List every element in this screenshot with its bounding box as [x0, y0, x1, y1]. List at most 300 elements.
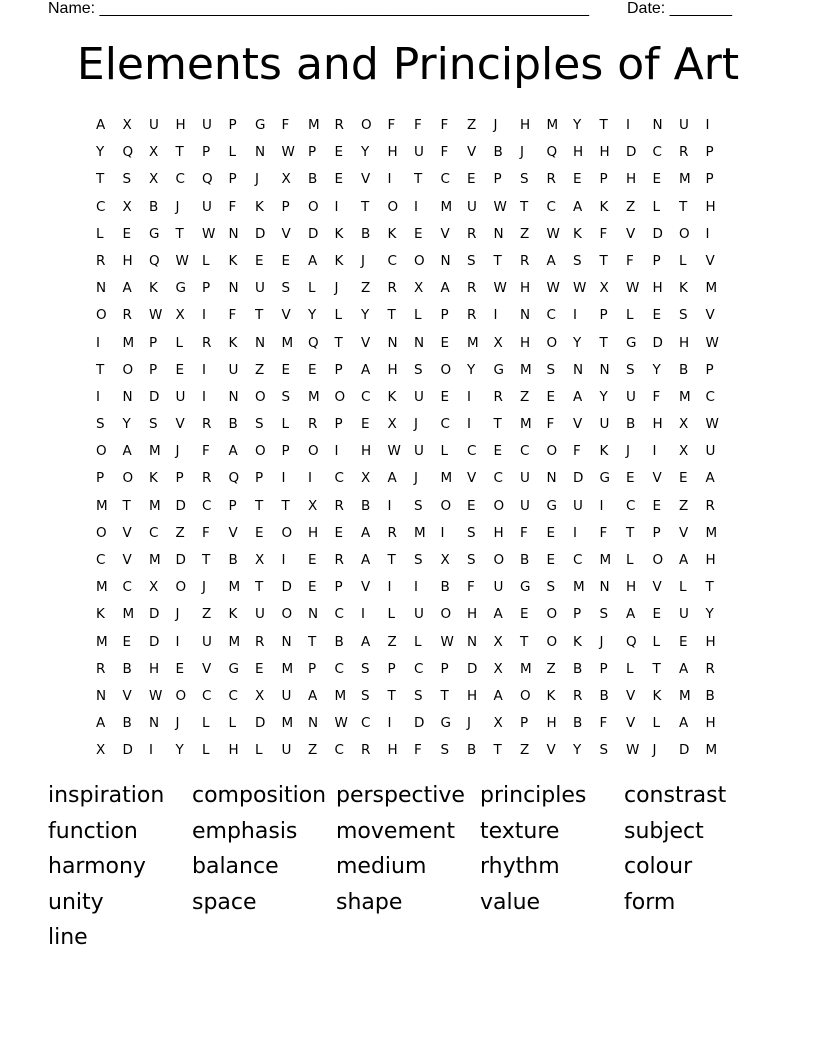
- grid-letter: V: [705, 252, 715, 269]
- grid-letter: U: [626, 388, 636, 405]
- grid-letter: M: [308, 388, 320, 405]
- grid-letter: I: [387, 579, 392, 596]
- grid-letter: C: [467, 443, 477, 460]
- grid-letter: P: [652, 252, 661, 269]
- grid-letter: P: [599, 171, 608, 188]
- grid-letter: P: [652, 524, 661, 541]
- grid-letter: T: [96, 361, 105, 378]
- grid-letter: D: [175, 497, 186, 514]
- grid-letter: E: [281, 252, 291, 269]
- grid-letter: C: [546, 307, 556, 324]
- grid-letter: N: [281, 633, 292, 650]
- grid-letter: F: [387, 117, 396, 133]
- grid-letter: S: [414, 497, 423, 514]
- grid-letter: P: [334, 416, 343, 433]
- word-list-item: texture: [480, 818, 560, 844]
- grid-letter: M: [440, 470, 453, 487]
- grid-letter: K: [387, 388, 397, 405]
- grid-letter: G: [255, 117, 266, 133]
- grid-letter: T: [255, 497, 264, 514]
- grid-letter: N: [599, 361, 610, 378]
- grid-letter: U: [255, 606, 265, 623]
- grid-letter: X: [281, 171, 291, 188]
- grid-letter: C: [96, 552, 106, 568]
- grid-letter: V: [175, 416, 185, 433]
- grid-letter: I: [96, 334, 100, 351]
- grid-letter: C: [440, 416, 450, 433]
- grid-letter: A: [493, 687, 503, 704]
- grid-letter: Q: [122, 144, 134, 161]
- grid-letter: B: [573, 715, 583, 732]
- grid-letter: K: [546, 687, 556, 704]
- grid-letter: Y: [308, 307, 317, 324]
- grid-letter: C: [573, 552, 583, 568]
- grid-letter: V: [361, 579, 371, 596]
- grid-letter: I: [387, 171, 392, 188]
- grid-letter: I: [175, 633, 180, 650]
- grid-letter: S: [361, 660, 370, 677]
- grid-letter: I: [281, 552, 286, 568]
- grid-letter: A: [122, 280, 132, 297]
- word-list-item: colour: [624, 854, 693, 880]
- grid-letter: T: [387, 687, 396, 704]
- grid-letter: W: [175, 252, 189, 269]
- grid-letter: T: [652, 660, 661, 677]
- grid-letter: Z: [546, 660, 556, 677]
- grid-letter: N: [308, 606, 319, 623]
- grid-letter: D: [175, 552, 186, 568]
- grid-row: [96, 167, 736, 194]
- grid-letter: E: [546, 388, 556, 405]
- grid-letter: J: [175, 198, 180, 215]
- grid-letter: T: [599, 334, 608, 351]
- grid-letter: T: [599, 117, 608, 133]
- date-field-label: Date: _______: [627, 0, 732, 17]
- grid-letter: A: [493, 606, 503, 623]
- grid-letter: Z: [308, 742, 318, 759]
- grid-letter: F: [414, 117, 422, 133]
- grid-letter: U: [281, 687, 292, 704]
- grid-letter: E: [573, 171, 582, 188]
- grid-letter: H: [122, 252, 133, 269]
- grid-letter: M: [679, 171, 691, 188]
- grid-letter: K: [652, 687, 662, 704]
- grid-row: [96, 331, 736, 358]
- grid-letter: A: [679, 660, 689, 677]
- grid-letter: N: [467, 633, 478, 650]
- grid-letter: N: [387, 334, 398, 351]
- grid-letter: O: [652, 552, 664, 568]
- grid-letter: X: [255, 687, 265, 704]
- grid-letter: R: [96, 660, 106, 677]
- grid-letter: C: [546, 198, 556, 215]
- grid-letter: U: [175, 388, 186, 405]
- grid-letter: I: [202, 388, 206, 405]
- grid-letter: S: [573, 252, 582, 269]
- grid-letter: B: [626, 416, 636, 433]
- grid-letter: S: [679, 307, 688, 324]
- word-list-item: balance: [192, 854, 279, 880]
- grid-letter: P: [520, 715, 529, 732]
- grid-letter: A: [96, 715, 106, 732]
- grid-letter: F: [599, 715, 608, 732]
- grid-letter: M: [334, 687, 347, 704]
- grid-letter: M: [705, 524, 718, 541]
- grid-letter: O: [440, 606, 452, 623]
- grid-letter: N: [308, 715, 319, 732]
- grid-letter: H: [705, 633, 716, 650]
- grid-letter: I: [202, 361, 206, 378]
- grid-letter: T: [175, 225, 184, 242]
- grid-letter: K: [573, 633, 582, 650]
- grid-letter: M: [308, 117, 320, 133]
- grid-letter: G: [599, 470, 610, 487]
- grid-letter: P: [705, 144, 714, 161]
- grid-letter: N: [255, 144, 266, 161]
- grid-letter: D: [255, 715, 266, 732]
- grid-letter: V: [467, 144, 477, 161]
- grid-row: [96, 466, 736, 493]
- grid-letter: F: [599, 225, 608, 242]
- grid-letter: N: [255, 334, 266, 351]
- grid-letter: W: [546, 280, 560, 297]
- grid-letter: I: [96, 388, 100, 405]
- grid-letter: D: [652, 334, 663, 351]
- grid-letter: W: [281, 144, 295, 161]
- grid-letter: P: [281, 198, 290, 215]
- grid-letter: H: [467, 687, 478, 704]
- grid-letter: C: [440, 171, 450, 188]
- grid-letter: N: [493, 225, 504, 242]
- grid-letter: B: [467, 742, 477, 759]
- word-list-item: perspective: [336, 783, 465, 808]
- grid-letter: Y: [573, 742, 582, 759]
- grid-letter: S: [599, 606, 609, 623]
- grid-letter: N: [599, 579, 610, 596]
- grid-letter: B: [493, 144, 503, 161]
- grid-letter: O: [546, 443, 558, 460]
- grid-letter: X: [679, 443, 689, 460]
- grid-letter: M: [440, 198, 453, 215]
- word-list-item: unity: [48, 889, 104, 915]
- grid-letter: K: [228, 252, 238, 269]
- grid-letter: O: [122, 470, 134, 487]
- grid-letter: J: [467, 715, 471, 732]
- grid-letter: B: [599, 687, 609, 704]
- grid-letter: A: [308, 687, 318, 704]
- header: [48, 0, 748, 20]
- grid-letter: R: [122, 307, 132, 324]
- grid-letter: U: [255, 280, 265, 297]
- grid-letter: R: [493, 388, 503, 405]
- grid-letter: I: [467, 416, 471, 433]
- grid-letter: P: [705, 361, 714, 378]
- grid-letter: P: [228, 171, 237, 188]
- grid-row: [96, 412, 736, 439]
- grid-letter: K: [149, 280, 158, 297]
- grid-letter: E: [652, 171, 662, 188]
- grid-letter: X: [361, 470, 371, 487]
- grid-letter: E: [546, 524, 556, 541]
- grid-letter: R: [308, 416, 318, 433]
- grid-letter: S: [467, 252, 476, 269]
- grid-letter: T: [520, 198, 529, 215]
- grid-letter: L: [652, 715, 661, 732]
- grid-letter: F: [228, 307, 237, 324]
- grid-letter: O: [679, 225, 690, 242]
- grid-letter: N: [520, 307, 531, 324]
- grid-letter: S: [546, 579, 556, 596]
- grid-letter: H: [387, 144, 398, 161]
- word-list-item: space: [192, 889, 257, 915]
- grid-letter: T: [626, 524, 635, 541]
- grid-letter: M: [599, 552, 612, 568]
- grid-letter: G: [520, 579, 531, 596]
- grid-letter: E: [652, 497, 662, 514]
- grid-letter: T: [281, 497, 290, 514]
- name-field-label: Name: _______________________________________________________: [48, 0, 589, 17]
- grid-letter: M: [467, 334, 479, 351]
- grid-letter: P: [334, 579, 343, 596]
- grid-letter: A: [573, 198, 583, 215]
- word-list-item: function: [48, 818, 138, 844]
- grid-letter: L: [387, 606, 396, 623]
- grid-letter: S: [520, 171, 529, 188]
- grid-letter: L: [228, 144, 237, 161]
- grid-row: [96, 140, 736, 167]
- grid-letter: D: [149, 633, 160, 650]
- grid-letter: T: [387, 307, 396, 324]
- grid-letter: I: [281, 470, 286, 487]
- grid-letter: I: [202, 307, 206, 324]
- grid-letter: M: [96, 497, 108, 514]
- grid-letter: H: [652, 280, 663, 297]
- grid-letter: V: [626, 225, 636, 242]
- grid-letter: J: [599, 633, 604, 650]
- grid-row: [96, 602, 736, 629]
- grid-letter: U: [599, 416, 610, 433]
- grid-row: [96, 494, 736, 521]
- grid-letter: X: [96, 742, 106, 759]
- grid-letter: G: [175, 280, 186, 297]
- grid-letter: O: [414, 252, 425, 269]
- grid-letter: E: [520, 606, 529, 623]
- grid-letter: T: [202, 552, 211, 568]
- grid-letter: T: [255, 579, 264, 596]
- grid-letter: X: [679, 416, 689, 433]
- grid-row: [96, 439, 736, 466]
- grid-letter: J: [626, 443, 630, 460]
- grid-letter: I: [149, 742, 153, 759]
- grid-letter: E: [679, 633, 688, 650]
- grid-letter: V: [281, 307, 291, 324]
- grid-letter: O: [546, 334, 558, 351]
- grid-letter: U: [202, 117, 212, 133]
- grid-letter: L: [679, 579, 687, 596]
- grid-letter: C: [334, 742, 344, 759]
- grid-letter: B: [122, 660, 132, 677]
- word-list-item: emphasis: [192, 818, 298, 844]
- grid-letter: C: [705, 388, 715, 405]
- grid-row: [96, 303, 736, 330]
- grid-row: [96, 548, 736, 575]
- grid-letter: H: [626, 171, 637, 188]
- grid-letter: G: [493, 361, 504, 378]
- grid-letter: X: [149, 171, 159, 188]
- grid-letter: R: [202, 470, 212, 487]
- grid-letter: P: [308, 660, 317, 677]
- grid-letter: U: [705, 443, 716, 460]
- grid-letter: B: [440, 579, 450, 596]
- grid-letter: X: [255, 552, 265, 568]
- grid-letter: W: [493, 198, 507, 215]
- grid-letter: H: [149, 660, 160, 677]
- grid-letter: R: [705, 497, 715, 514]
- grid-row: [96, 575, 736, 602]
- grid-letter: S: [281, 280, 291, 297]
- grid-letter: E: [122, 633, 132, 650]
- grid-letter: T: [493, 252, 502, 269]
- grid-letter: Z: [202, 606, 212, 623]
- word-list-item: form: [624, 889, 676, 915]
- grid-row: [96, 684, 736, 711]
- grid-row: [96, 711, 736, 738]
- grid-letter: V: [122, 524, 132, 541]
- grid-letter: T: [175, 144, 184, 161]
- grid-letter: K: [334, 252, 344, 269]
- grid-letter: R: [520, 252, 530, 269]
- grid-letter: L: [414, 633, 422, 650]
- grid-letter: O: [122, 361, 134, 378]
- grid-letter: V: [281, 225, 291, 242]
- grid-letter: C: [175, 171, 185, 188]
- grid-letter: H: [361, 443, 372, 460]
- grid-row: [96, 195, 736, 222]
- word-list-item: value: [480, 889, 541, 915]
- grid-letter: V: [546, 742, 556, 759]
- grid-letter: R: [202, 334, 212, 351]
- grid-letter: S: [546, 361, 556, 378]
- grid-letter: O: [546, 606, 558, 623]
- grid-letter: L: [255, 742, 263, 759]
- grid-letter: B: [705, 687, 715, 704]
- grid-letter: T: [599, 252, 608, 269]
- grid-letter: R: [467, 280, 477, 297]
- grid-letter: K: [149, 470, 158, 487]
- word-list-item: movement: [336, 818, 455, 844]
- grid-letter: S: [626, 361, 635, 378]
- grid-letter: X: [175, 307, 185, 324]
- grid-row: [96, 630, 736, 657]
- grid-row: [96, 385, 736, 412]
- grid-letter: O: [440, 361, 452, 378]
- grid-letter: O: [255, 443, 266, 460]
- grid-letter: B: [520, 552, 530, 568]
- grid-letter: N: [228, 280, 239, 297]
- grid-letter: E: [652, 307, 662, 324]
- grid-letter: K: [228, 334, 238, 351]
- grid-letter: R: [361, 742, 371, 759]
- grid-letter: M: [122, 606, 135, 623]
- grid-letter: Q: [308, 334, 319, 351]
- grid-letter: I: [387, 715, 392, 732]
- grid-letter: Z: [387, 633, 397, 650]
- grid-letter: E: [122, 225, 132, 242]
- grid-letter: B: [573, 660, 583, 677]
- grid-letter: F: [626, 252, 634, 269]
- grid-letter: C: [414, 660, 424, 677]
- grid-letter: A: [361, 552, 371, 568]
- grid-letter: R: [334, 497, 344, 514]
- grid-row: [96, 276, 736, 303]
- grid-letter: I: [652, 443, 657, 460]
- grid-letter: E: [626, 470, 635, 487]
- grid-letter: I: [599, 497, 604, 514]
- grid-letter: M: [149, 443, 161, 460]
- grid-letter: O: [96, 524, 107, 541]
- grid-letter: P: [228, 497, 237, 514]
- grid-letter: S: [599, 742, 609, 759]
- grid-letter: R: [334, 552, 344, 568]
- grid-letter: C: [202, 497, 212, 514]
- grid-letter: J: [520, 144, 524, 161]
- grid-letter: H: [308, 524, 319, 541]
- word-list-item: principles: [480, 783, 587, 808]
- grid-letter: M: [281, 715, 294, 732]
- grid-letter: I: [440, 524, 445, 541]
- grid-letter: O: [96, 443, 107, 460]
- grid-letter: E: [334, 144, 344, 161]
- grid-letter: O: [361, 117, 372, 133]
- grid-letter: N: [440, 252, 451, 269]
- grid-letter: O: [281, 606, 293, 623]
- grid-letter: K: [599, 198, 609, 215]
- grid-letter: X: [387, 416, 397, 433]
- grid-letter: E: [334, 524, 344, 541]
- grid-letter: U: [281, 742, 292, 759]
- word-list: [48, 780, 768, 958]
- grid-letter: M: [281, 660, 294, 677]
- grid-letter: R: [334, 117, 344, 133]
- grid-letter: O: [175, 579, 187, 596]
- grid-letter: V: [202, 660, 212, 677]
- grid-letter: T: [361, 198, 370, 215]
- grid-letter: H: [705, 198, 716, 215]
- grid-letter: V: [573, 416, 583, 433]
- grid-letter: S: [122, 171, 132, 188]
- grid-letter: A: [228, 443, 238, 460]
- grid-letter: D: [255, 225, 266, 242]
- grid-letter: R: [546, 171, 556, 188]
- grid-letter: O: [387, 198, 399, 215]
- grid-letter: U: [414, 144, 424, 161]
- grid-letter: V: [705, 307, 715, 324]
- grid-letter: L: [228, 715, 237, 732]
- grid-letter: O: [440, 497, 452, 514]
- grid-letter: Y: [573, 117, 582, 133]
- grid-letter: O: [255, 388, 266, 405]
- grid-letter: D: [122, 742, 133, 759]
- grid-letter: S: [467, 524, 476, 541]
- grid-letter: O: [308, 198, 319, 215]
- grid-letter: M: [520, 660, 532, 677]
- grid-letter: C: [228, 687, 238, 704]
- grid-letter: U: [573, 497, 583, 514]
- grid-letter: Y: [652, 361, 661, 378]
- grid-letter: U: [414, 388, 424, 405]
- grid-letter: X: [440, 552, 450, 568]
- grid-letter: M: [546, 117, 559, 133]
